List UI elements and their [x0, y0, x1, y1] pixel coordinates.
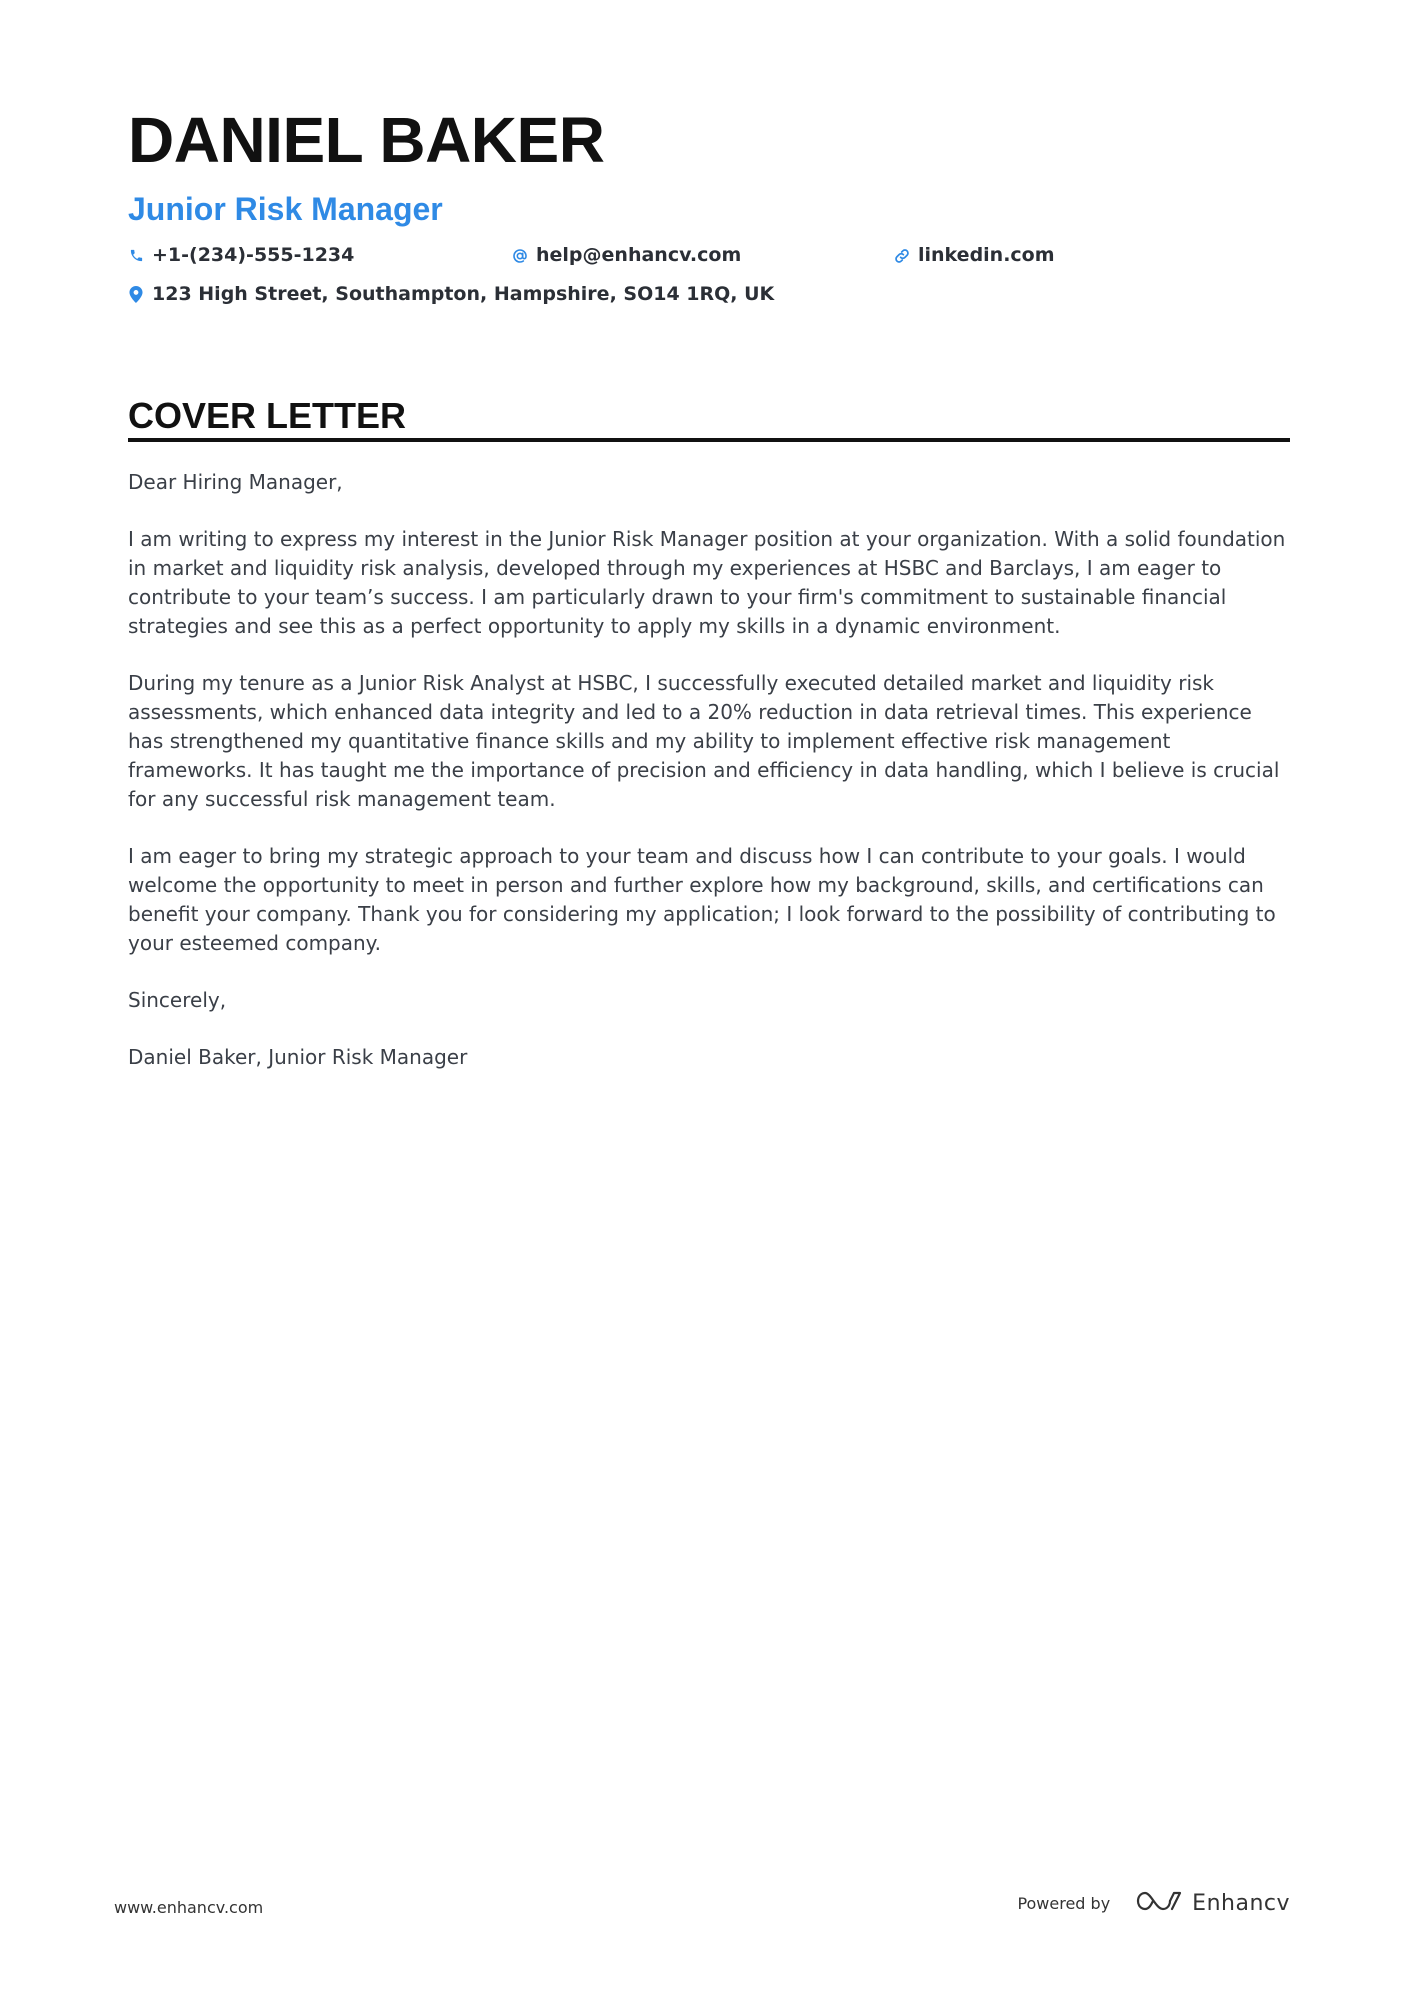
location-pin-icon [128, 287, 144, 303]
at-icon [512, 248, 528, 264]
candidate-role: Junior Risk Manager [128, 191, 443, 227]
section-divider [128, 438, 1290, 442]
letter-paragraph-3: I am eager to bring my strategic approach to your team and discuss how I can contribute to your goals. I would welcome the opportunity to meet in person and further explore how my background, skills, and certifications can benefit your company. Thank you for considering my application; I look forward to the possibility of contributing to your esteemed company. [128, 844, 1276, 955]
contact-address [128, 285, 774, 304]
letter-paragraph-1: I am writing to express my interest in the Junior Risk Manager position at your organization. With a solid foundation in market and liquidity risk analysis, developed through my experiences at HSBC and Barclays, I am eager to contribute to your team’s success. I am particularly drawn to your firm's commitment to sustainable financial strategies and see this as a perfect opportunity to apply my skills in a dynamic environment. [128, 527, 1286, 638]
phone-icon [128, 248, 144, 264]
footer-powered-by [1017, 1890, 1290, 1916]
letter-body [128, 468, 1290, 1100]
link-icon [894, 248, 910, 264]
letter-greeting: Dear Hiring Manager, [128, 470, 343, 494]
email-text: help@enhancv.com [536, 244, 742, 266]
address-text: 123 High Street, Southampton, Hampshire, SO14 1RQ, UK [152, 283, 775, 305]
contact-email[interactable] [512, 246, 741, 265]
linkedin-text: linkedin.com [918, 244, 1055, 266]
enhancv-logo-icon [1136, 1890, 1182, 1916]
enhancv-brand-name: Enhancv [1192, 1890, 1290, 1916]
footer-website-link[interactable]: www.enhancv.com [114, 1898, 264, 1917]
enhancv-brand[interactable] [1136, 1890, 1290, 1916]
contact-phone[interactable] [128, 246, 354, 265]
powered-by-label: Powered by [1017, 1893, 1111, 1913]
candidate-name: DANIEL BAKER [128, 104, 605, 176]
letter-signature: Daniel Baker, Junior Risk Manager [128, 1045, 468, 1069]
letter-closing: Sincerely, [128, 988, 227, 1012]
contact-linkedin[interactable] [894, 246, 1055, 265]
phone-text: +1-(234)-555-1234 [152, 244, 355, 266]
section-title: COVER LETTER [128, 395, 407, 436]
letter-paragraph-2: During my tenure as a Junior Risk Analyst at HSBC, I successfully executed detailed market and liquidity risk assessments, which enhanced data integrity and led to a 20% reduction in data retrieval times. This experience has strengthened my quantitative finance skills and my ability to implement effective risk management frameworks. It has taught me the importance of precision and efficiency in data handling, which I believe is crucial for any successful risk management team. [128, 671, 1280, 811]
